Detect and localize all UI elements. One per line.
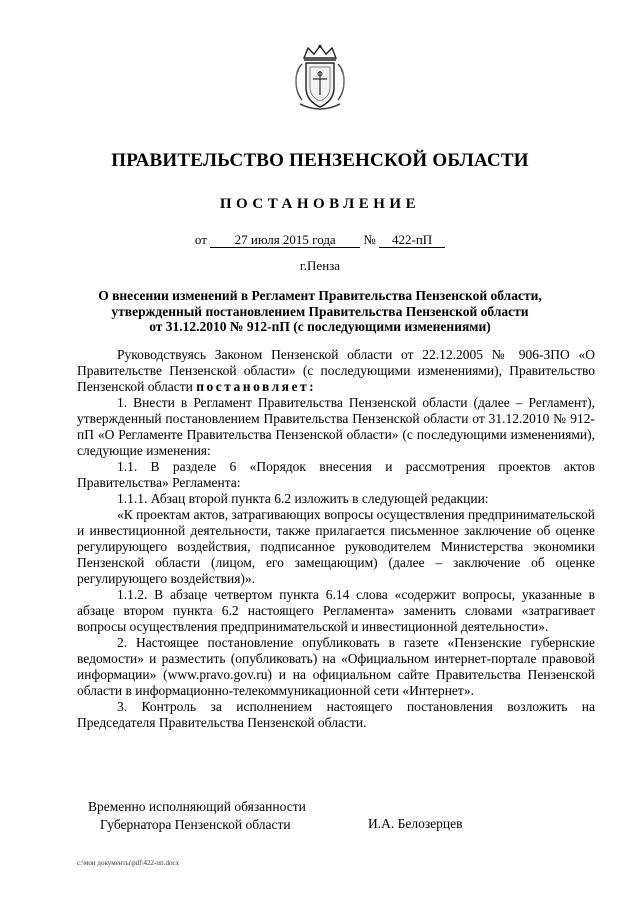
document-body (77, 347, 595, 731)
document-date: 27 июля 2015 года (210, 232, 360, 248)
paragraph-1-1-2: 1.1.2. В абзаце четвертом пункта 6.14 слова «содержит вопросы, указанные в абзаце втором пункта 6.2 настоящего Регламента» заменить словами «затрагивает вопросы осуществления предпринимательской и инвестиционной деятельности». (77, 587, 595, 634)
date-prefix: от (194, 232, 207, 247)
heading-line-3: от 31.12.2010 № 912-пП (с последующими изменениями) (149, 319, 491, 334)
document-number: 422-пП (379, 232, 445, 248)
paragraph-1-1-1-quote: «К проектам актов, затрагивающих вопросы осуществления предпринимательской и инвестиционной деятельности, также прилагается письменное заключение об оценке регулирующего воздействия, подписанное руководителем Министерства экономики Пензенской области (лицом, его замещающим) (далее – заключение об оценке регулирующего воздействия)». (77, 507, 595, 586)
heading-line-1: О внесении изменений в Регламент Правительства Пензенской области, (98, 288, 542, 303)
signature-position-line-1: Временно исполняющий обязанности (88, 799, 306, 814)
signature-position (88, 798, 306, 834)
paragraph-1: 1. Внести в Регламент Правительства Пензенской области (далее – Регламент), утвержденный постановлением Правительства Пензенской области от 31.12.2010 № 912-пП «О Регламенте Правительства Пензенской области» (с последующими изменениями), следующие изменения: (77, 395, 595, 458)
resolves-word: постановляет: (196, 379, 317, 394)
document-heading (70, 288, 570, 335)
paragraph-2: 2. Настоящее постановление опубликовать в газете «Пензенские губернские ведомости» и разместить (опубликовать) на «Официальном интернет-портале правовой информации» (www.pravo.gov.ru) и на официальном сайте Правительства Пензенской области в информационно-телекоммуникационной сети «Интернет». (77, 635, 595, 698)
footer-file-path: c:\мои документы\pdf\422-пп.docx (77, 859, 180, 867)
date-number-line (0, 232, 640, 248)
document-type: ПОСТАНОВЛЕНИЕ (219, 196, 421, 212)
preamble-text: Руководствуясь Законом Пензенской области от 22.12.2005 № 906-ЗПО «О Правительстве Пензенской области» (с последующими изменениями), Правительство Пензенской области (77, 347, 595, 394)
paragraph-1-1: 1.1. В разделе 6 «Порядок внесения и рассмотрения проектов актов Правительства» Регламента: (77, 459, 595, 490)
paragraph-1-1-1: 1.1.1. Абзац второй пункта 6.2 изложить в следующей редакции: (117, 491, 489, 506)
paragraph-3: 3. Контроль за исполнением настоящего постановления возложить на Председателя Правительства Пензенской области. (77, 699, 595, 730)
signatory-name: И.А. Белозерцев (368, 816, 463, 831)
city: г.Пенза (299, 258, 341, 273)
number-sign: № (363, 232, 376, 247)
government-title: ПРАВИТЕЛЬСТВО ПЕНЗЕНСКОЙ ОБЛАСТИ (111, 150, 529, 171)
heading-line-2: утвержденный постановлением Правительства Пензенской области (111, 303, 529, 319)
signature-position-line-2: Губернатора Пензенской области (100, 817, 291, 832)
coat-of-arms-icon (290, 44, 350, 114)
preamble-paragraph (77, 347, 595, 395)
